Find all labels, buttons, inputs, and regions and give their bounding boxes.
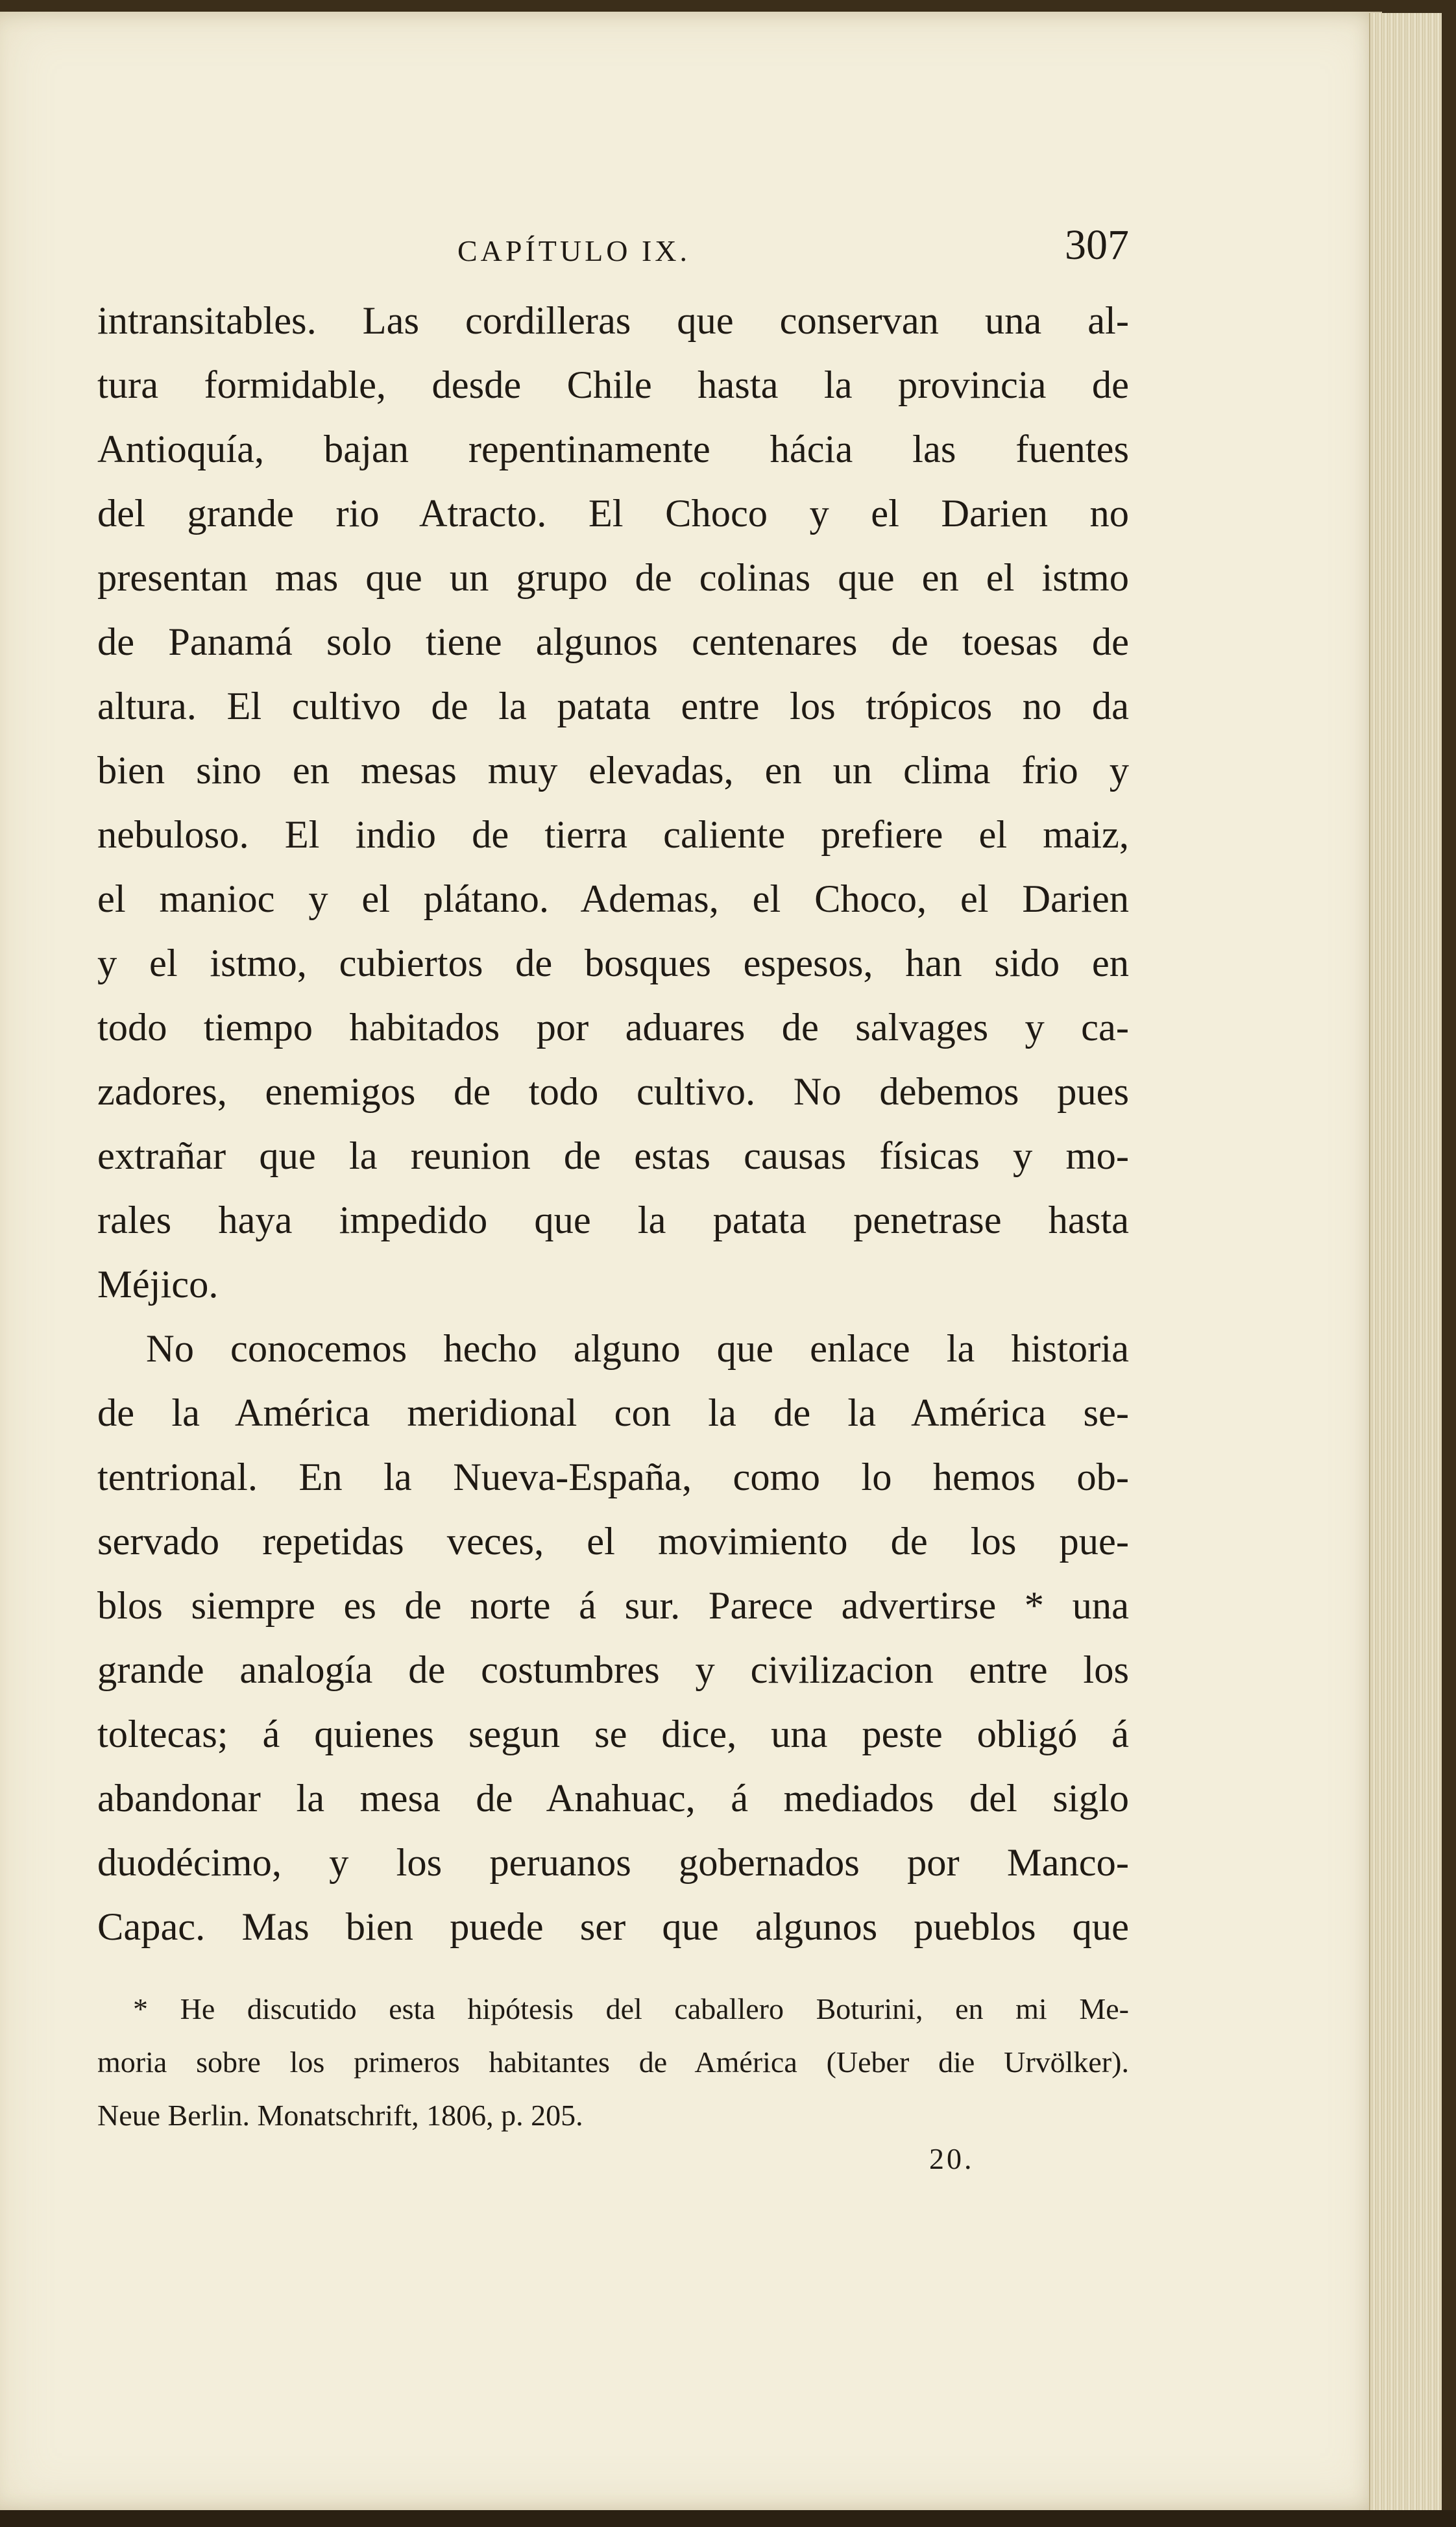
text-line: toltecas; á quienes segun se dice, una peste obligó á bbox=[97, 1713, 1129, 1756]
text-line: intransitables. Las cordilleras que conservan una al- bbox=[97, 299, 1129, 343]
text-line: nebuloso. El indio de tierra caliente prefiere el maiz, bbox=[97, 813, 1129, 857]
text-line: y el istmo, cubiertos de bosques espesos, han sido en bbox=[97, 942, 1129, 985]
text-line: tura formidable, desde Chile hasta la provincia de bbox=[97, 363, 1129, 407]
text-line: presentan mas que un grupo de colinas que en el istmo bbox=[97, 556, 1129, 600]
signature-mark: 20. bbox=[929, 2142, 975, 2175]
page-edges bbox=[1369, 13, 1442, 2518]
text-line: el manioc y el plátano. Ademas, el Choco, el Darien bbox=[97, 877, 1129, 921]
text-line: bien sino en mesas muy elevadas, en un clima frio y bbox=[97, 749, 1129, 792]
text-line: de Panamá solo tiene algunos centenares de toesas de bbox=[97, 620, 1129, 664]
page-header bbox=[97, 221, 1129, 292]
text-line: todo tiempo habitados por aduares de salvages y ca- bbox=[97, 1006, 1129, 1049]
page-number: 307 bbox=[1065, 221, 1129, 269]
footnote-line: moria sobre los primeros habitantes de América (Ueber die Urvölker). bbox=[97, 2045, 1129, 2079]
text-line: extrañar que la reunion de estas causas físicas y mo- bbox=[97, 1134, 1129, 1178]
footnote bbox=[97, 1983, 1129, 2142]
text-line: grande analogía de costumbres y civilizacion entre los bbox=[97, 1648, 1129, 1692]
footnote-line: * He discutido esta hipótesis del caballero Boturini, en mi Me- bbox=[133, 1992, 1129, 2025]
text-line: servado repetidas veces, el movimiento de los pue- bbox=[97, 1520, 1129, 1563]
body-text bbox=[97, 289, 1129, 1959]
text-line: blos siempre es de norte á sur. Parece advertirse * una bbox=[97, 1584, 1129, 1628]
footnote-line: Neue Berlin. Monatschrift, 1806, p. 205. bbox=[97, 2099, 583, 2132]
bottom-edge bbox=[0, 2510, 1456, 2527]
text-line: altura. El cultivo de la patata entre los trópicos no da bbox=[97, 685, 1129, 728]
text-line: de la América meridional con la de la América se- bbox=[97, 1391, 1129, 1435]
text-line: Méjico. bbox=[97, 1263, 219, 1306]
text-line: rales haya impedido que la patata penetrase hasta bbox=[97, 1199, 1129, 1242]
text-line: zadores, enemigos de todo cultivo. No debemos pues bbox=[97, 1070, 1129, 1114]
text-line: Antioquía, bajan repentinamente hácia las fuentes bbox=[97, 428, 1129, 471]
paragraph-start-line: No conocemos hecho alguno que enlace la historia bbox=[146, 1327, 1129, 1371]
text-line: del grande rio Atracto. El Choco y el Darien no bbox=[97, 492, 1129, 535]
running-head: CAPÍTULO IX. bbox=[457, 234, 690, 267]
text-line: duodécimo, y los peruanos gobernados por Manco- bbox=[97, 1841, 1129, 1885]
text-line: Capac. Mas bien puede ser que algunos pueblos que bbox=[97, 1905, 1129, 1949]
text-line: tentrional. En la Nueva-España, como lo hemos ob- bbox=[97, 1456, 1129, 1499]
text-line: abandonar la mesa de Anahuac, á mediados del siglo bbox=[97, 1777, 1129, 1820]
